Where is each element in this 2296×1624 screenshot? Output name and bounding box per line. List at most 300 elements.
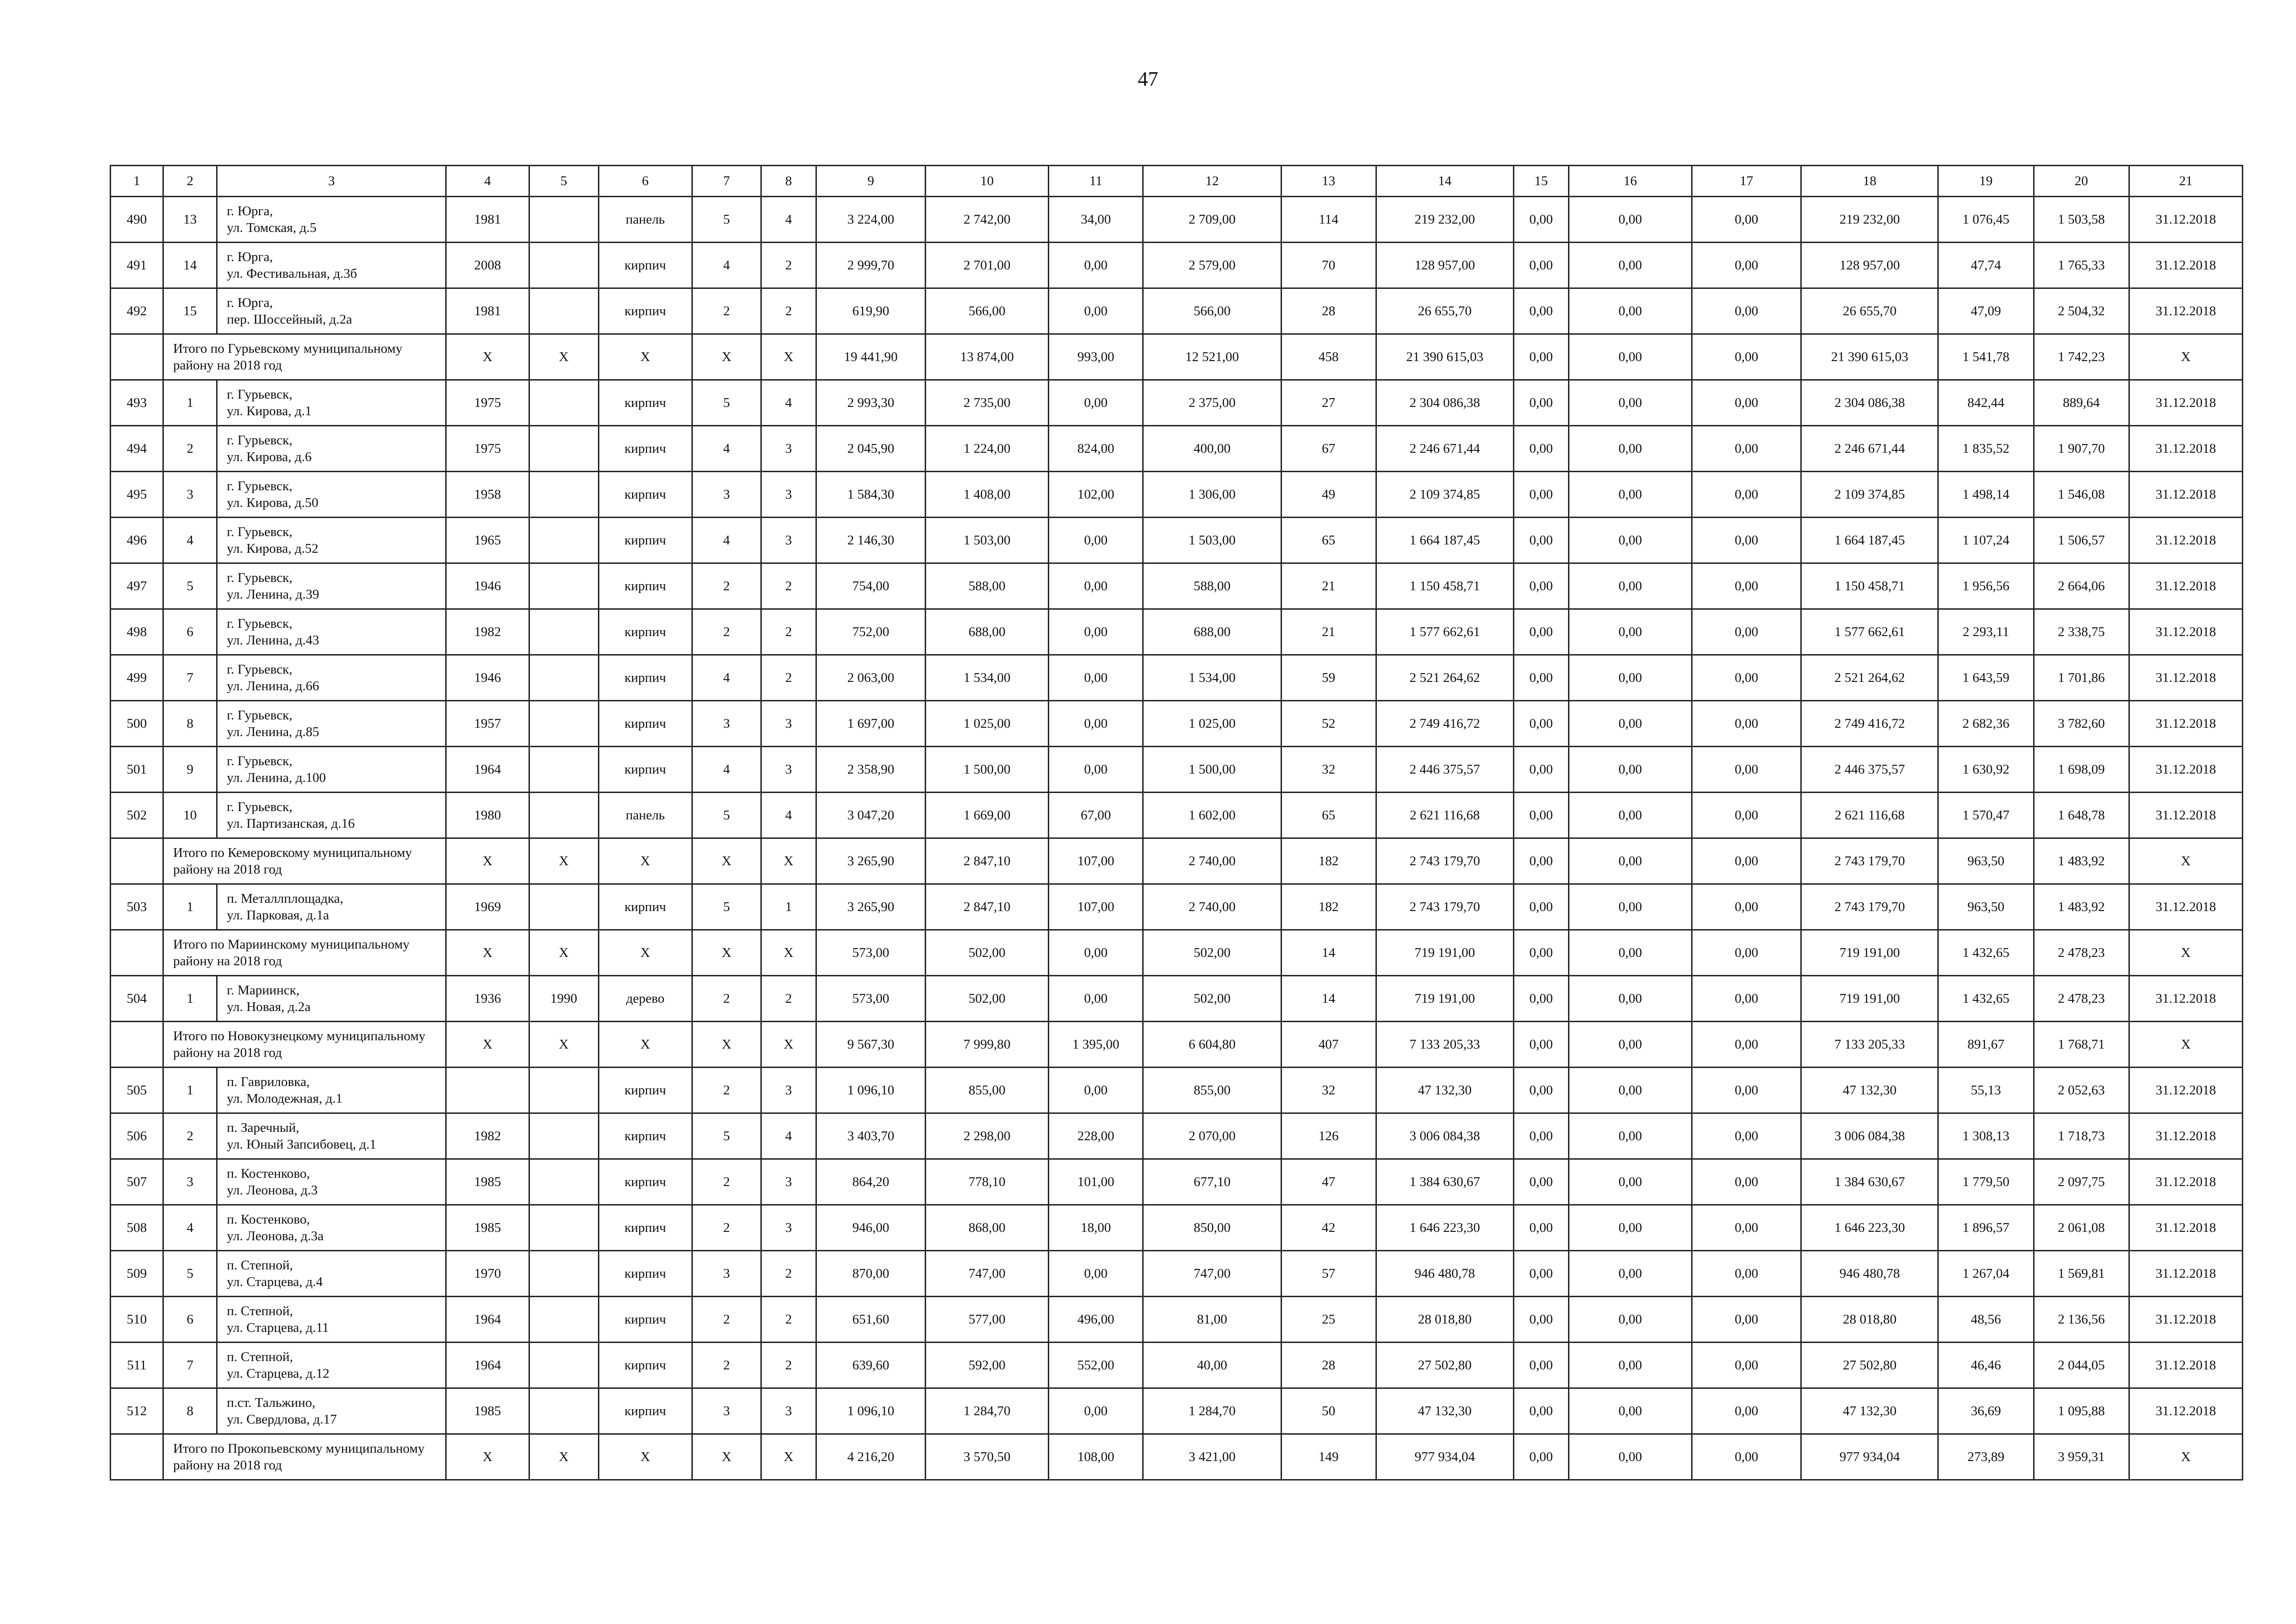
- address-cell: [217, 380, 446, 426]
- cell-col-18: 47 132,30: [1801, 1388, 1938, 1434]
- cell-col-15: 0,00: [1513, 334, 1568, 380]
- cell-col-12: 502,00: [1143, 930, 1281, 976]
- cell-col-5: [529, 1205, 598, 1251]
- cell-col-6: кирпич: [598, 655, 692, 701]
- cell-col-13: 21: [1281, 609, 1376, 655]
- table-row: [111, 563, 2243, 609]
- cell-col-14: 7 133 205,33: [1376, 1022, 1513, 1068]
- cell-col-19: 1 630,92: [1938, 747, 2034, 793]
- address-cell: [217, 426, 446, 472]
- address-cell: [217, 288, 446, 334]
- cell-col-21: 31.12.2018: [2129, 655, 2242, 701]
- cell-col-21: 31.12.2018: [2129, 243, 2242, 288]
- cell-col-19: 1 308,13: [1938, 1113, 2034, 1159]
- cell-col-4: X: [446, 930, 529, 976]
- cell-col-4: 1965: [446, 518, 529, 563]
- cell-col-18: 977 934,04: [1801, 1434, 1938, 1480]
- cell-col-15: 0,00: [1513, 197, 1568, 243]
- district-row-number: 6: [163, 1297, 217, 1343]
- cell-col-4: 1975: [446, 380, 529, 426]
- empty-cell: [111, 838, 163, 884]
- address-street: ул. Ленина, д.43: [227, 633, 319, 648]
- cell-col-5: X: [529, 838, 598, 884]
- cell-col-8: 2: [761, 655, 816, 701]
- cell-col-9: 946,00: [816, 1205, 925, 1251]
- address-cell: [217, 1068, 446, 1113]
- address-street: ул. Юный Запсибовец, д.1: [227, 1137, 377, 1152]
- cell-col-19: 1 896,57: [1938, 1205, 2034, 1251]
- row-number: 505: [111, 1068, 163, 1113]
- cell-col-8: X: [761, 930, 816, 976]
- cell-col-9: 864,20: [816, 1159, 925, 1205]
- cell-col-8: 2: [761, 976, 816, 1022]
- district-row-number: 13: [163, 197, 217, 243]
- cell-col-15: 0,00: [1513, 1205, 1568, 1251]
- cell-col-7: 5: [692, 884, 761, 930]
- cell-col-12: 2 740,00: [1143, 838, 1281, 884]
- cell-col-7: 5: [692, 793, 761, 838]
- row-number: 492: [111, 288, 163, 334]
- cell-col-7: 2: [692, 609, 761, 655]
- cell-col-6: кирпич: [598, 1343, 692, 1388]
- cell-col-5: [529, 472, 598, 518]
- cell-col-17: 0,00: [1692, 563, 1801, 609]
- cell-col-21: 31.12.2018: [2129, 1205, 2242, 1251]
- cell-col-10: 855,00: [926, 1068, 1049, 1113]
- cell-col-14: 47 132,30: [1376, 1068, 1513, 1113]
- cell-col-19: 1 779,50: [1938, 1159, 2034, 1205]
- row-number: 495: [111, 472, 163, 518]
- cell-col-18: 128 957,00: [1801, 243, 1938, 288]
- cell-col-21: 31.12.2018: [2129, 426, 2242, 472]
- cell-col-12: 2 740,00: [1143, 884, 1281, 930]
- cell-col-14: 1 577 662,61: [1376, 609, 1513, 655]
- address-locality: г. Юрга,: [227, 250, 273, 264]
- address-street: ул. Кирова, д.50: [227, 495, 318, 510]
- cell-col-6: кирпич: [598, 563, 692, 609]
- cell-col-6: X: [598, 334, 692, 380]
- cell-col-16: 0,00: [1568, 793, 1692, 838]
- cell-col-6: кирпич: [598, 1159, 692, 1205]
- cell-col-17: 0,00: [1692, 380, 1801, 426]
- address-cell: [217, 472, 446, 518]
- cell-col-12: 502,00: [1143, 976, 1281, 1022]
- cell-col-11: 0,00: [1049, 976, 1143, 1022]
- cell-col-16: 0,00: [1568, 838, 1692, 884]
- cell-col-12: 677,10: [1143, 1159, 1281, 1205]
- cell-col-17: 0,00: [1692, 426, 1801, 472]
- cell-col-6: X: [598, 1434, 692, 1480]
- address-street: ул. Леонова, д.3: [227, 1183, 318, 1198]
- cell-col-16: 0,00: [1568, 1159, 1692, 1205]
- cell-col-10: 2 298,00: [926, 1113, 1049, 1159]
- cell-col-18: 2 446 375,57: [1801, 747, 1938, 793]
- address-street: ул. Ленина, д.66: [227, 679, 319, 693]
- cell-col-13: 65: [1281, 518, 1376, 563]
- empty-cell: [111, 334, 163, 380]
- address-street: ул. Парковая, д.1а: [227, 908, 330, 923]
- cell-col-10: 2 742,00: [926, 197, 1049, 243]
- cell-col-5: [529, 1113, 598, 1159]
- cell-col-5: [529, 884, 598, 930]
- cell-col-8: 3: [761, 701, 816, 747]
- district-row-number: 4: [163, 518, 217, 563]
- cell-col-21: X: [2129, 1022, 2242, 1068]
- cell-col-7: 2: [692, 563, 761, 609]
- cell-col-15: 0,00: [1513, 930, 1568, 976]
- cell-col-20: 2 097,75: [2034, 1159, 2129, 1205]
- cell-col-21: 31.12.2018: [2129, 518, 2242, 563]
- cell-col-12: 588,00: [1143, 563, 1281, 609]
- cell-col-13: 182: [1281, 838, 1376, 884]
- table-row: [111, 609, 2243, 655]
- cell-col-21: 31.12.2018: [2129, 1159, 2242, 1205]
- cell-col-9: 2 993,30: [816, 380, 925, 426]
- cell-col-6: кирпич: [598, 884, 692, 930]
- cell-col-20: 1 506,57: [2034, 518, 2129, 563]
- row-number: 506: [111, 1113, 163, 1159]
- cell-col-4: 1970: [446, 1251, 529, 1297]
- empty-cell: [111, 930, 163, 976]
- cell-col-6: кирпич: [598, 747, 692, 793]
- row-number: 507: [111, 1159, 163, 1205]
- cell-col-14: 2 621 116,68: [1376, 793, 1513, 838]
- cell-col-5: [529, 197, 598, 243]
- cell-col-17: 0,00: [1692, 655, 1801, 701]
- cell-col-10: 13 874,00: [926, 334, 1049, 380]
- row-number: 491: [111, 243, 163, 288]
- empty-cell: [111, 1434, 163, 1480]
- cell-col-10: 502,00: [926, 930, 1049, 976]
- cell-col-16: 0,00: [1568, 197, 1692, 243]
- cell-col-14: 27 502,80: [1376, 1343, 1513, 1388]
- cell-col-18: 219 232,00: [1801, 197, 1938, 243]
- page-number: 47: [1138, 68, 1158, 90]
- cell-col-16: 0,00: [1568, 563, 1692, 609]
- subtotal-label: Итого по Гурьевскому муниципальному району на 2018 год: [163, 334, 446, 380]
- cell-col-18: 1 664 187,45: [1801, 518, 1938, 563]
- cell-col-14: 28 018,80: [1376, 1297, 1513, 1343]
- cell-col-11: 0,00: [1049, 1068, 1143, 1113]
- cell-col-21: 31.12.2018: [2129, 1113, 2242, 1159]
- district-row-number: 7: [163, 655, 217, 701]
- cell-col-12: 2 070,00: [1143, 1113, 1281, 1159]
- cell-col-14: 977 934,04: [1376, 1434, 1513, 1480]
- cell-col-13: 126: [1281, 1113, 1376, 1159]
- address-locality: п. Гавриловка,: [227, 1074, 310, 1089]
- row-number: 497: [111, 563, 163, 609]
- cell-col-18: 26 655,70: [1801, 288, 1938, 334]
- cell-col-14: 219 232,00: [1376, 197, 1513, 243]
- cell-col-5: [529, 1068, 598, 1113]
- cell-col-19: 46,46: [1938, 1343, 2034, 1388]
- cell-col-13: 27: [1281, 380, 1376, 426]
- cell-col-17: 0,00: [1692, 1159, 1801, 1205]
- cell-col-15: 0,00: [1513, 1434, 1568, 1480]
- cell-col-20: 1 546,08: [2034, 472, 2129, 518]
- cell-col-5: [529, 243, 598, 288]
- cell-col-12: 40,00: [1143, 1343, 1281, 1388]
- cell-col-16: 0,00: [1568, 243, 1692, 288]
- cell-col-7: 4: [692, 243, 761, 288]
- cell-col-18: 946 480,78: [1801, 1251, 1938, 1297]
- cell-col-5: [529, 793, 598, 838]
- column-number: 18: [1801, 166, 1938, 197]
- cell-col-6: кирпич: [598, 380, 692, 426]
- cell-col-5: X: [529, 334, 598, 380]
- address-cell: [217, 563, 446, 609]
- column-number: 20: [2034, 166, 2129, 197]
- cell-col-11: 0,00: [1049, 380, 1143, 426]
- address-locality: п. Степной,: [227, 1349, 293, 1364]
- cell-col-8: 3: [761, 472, 816, 518]
- address-locality: г. Юрга,: [227, 295, 273, 310]
- cell-col-9: 1 697,00: [816, 701, 925, 747]
- address-locality: г. Гурьевск,: [227, 662, 292, 677]
- cell-col-14: 946 480,78: [1376, 1251, 1513, 1297]
- cell-col-17: 0,00: [1692, 1022, 1801, 1068]
- cell-col-14: 2 446 375,57: [1376, 747, 1513, 793]
- cell-col-16: 0,00: [1568, 1388, 1692, 1434]
- cell-col-4: 1981: [446, 197, 529, 243]
- cell-col-8: 3: [761, 1159, 816, 1205]
- cell-col-17: 0,00: [1692, 1251, 1801, 1297]
- cell-col-7: 4: [692, 518, 761, 563]
- cell-col-19: 963,50: [1938, 884, 2034, 930]
- cell-col-20: 2 044,05: [2034, 1343, 2129, 1388]
- address-street: ул. Кирова, д.52: [227, 541, 318, 556]
- row-number: 502: [111, 793, 163, 838]
- cell-col-6: кирпич: [598, 243, 692, 288]
- address-locality: г. Гурьевск,: [227, 800, 292, 814]
- address-locality: г. Мариинск,: [227, 983, 300, 998]
- cell-col-17: 0,00: [1692, 1343, 1801, 1388]
- cell-col-5: X: [529, 1022, 598, 1068]
- address-street: ул. Фестивальная, д.3б: [227, 266, 357, 281]
- cell-col-7: X: [692, 1434, 761, 1480]
- cell-col-13: 14: [1281, 976, 1376, 1022]
- cell-col-21: 31.12.2018: [2129, 884, 2242, 930]
- address-cell: [217, 609, 446, 655]
- district-row-number: 1: [163, 976, 217, 1022]
- cell-col-19: 1 107,24: [1938, 518, 2034, 563]
- cell-col-11: 0,00: [1049, 518, 1143, 563]
- cell-col-4: 1936: [446, 976, 529, 1022]
- cell-col-17: 0,00: [1692, 518, 1801, 563]
- cell-col-4: X: [446, 1022, 529, 1068]
- cell-col-8: 2: [761, 288, 816, 334]
- cell-col-5: [529, 609, 598, 655]
- cell-col-21: 31.12.2018: [2129, 701, 2242, 747]
- column-number: 14: [1376, 166, 1513, 197]
- cell-col-15: 0,00: [1513, 1113, 1568, 1159]
- cell-col-9: 754,00: [816, 563, 925, 609]
- cell-col-10: 577,00: [926, 1297, 1049, 1343]
- cell-col-7: 2: [692, 288, 761, 334]
- cell-col-7: 2: [692, 976, 761, 1022]
- cell-col-15: 0,00: [1513, 884, 1568, 930]
- cell-col-21: X: [2129, 334, 2242, 380]
- cell-col-4: 1981: [446, 288, 529, 334]
- cell-col-13: 21: [1281, 563, 1376, 609]
- district-row-number: 10: [163, 793, 217, 838]
- cell-col-12: 6 604,80: [1143, 1022, 1281, 1068]
- cell-col-5: [529, 655, 598, 701]
- cell-col-7: 5: [692, 197, 761, 243]
- district-row-number: 9: [163, 747, 217, 793]
- cell-col-8: 2: [761, 1251, 816, 1297]
- cell-col-12: 1 025,00: [1143, 701, 1281, 747]
- cell-col-19: 1 570,47: [1938, 793, 2034, 838]
- cell-col-19: 1 076,45: [1938, 197, 2034, 243]
- cell-col-16: 0,00: [1568, 884, 1692, 930]
- cell-col-17: 0,00: [1692, 793, 1801, 838]
- cell-col-16: 0,00: [1568, 1434, 1692, 1480]
- cell-col-11: 0,00: [1049, 747, 1143, 793]
- cell-col-11: 824,00: [1049, 426, 1143, 472]
- cell-col-4: [446, 1068, 529, 1113]
- cell-col-10: 502,00: [926, 976, 1049, 1022]
- cell-col-10: 1 503,00: [926, 518, 1049, 563]
- cell-col-20: 1 503,58: [2034, 197, 2129, 243]
- address-locality: г. Гурьевск,: [227, 708, 292, 723]
- cell-col-5: [529, 380, 598, 426]
- cell-col-8: 3: [761, 747, 816, 793]
- table-row: [111, 747, 2243, 793]
- cell-col-5: X: [529, 1434, 598, 1480]
- cell-col-6: кирпич: [598, 288, 692, 334]
- cell-col-6: кирпич: [598, 1113, 692, 1159]
- cell-col-8: X: [761, 838, 816, 884]
- table-row: [111, 288, 2243, 334]
- cell-col-21: 31.12.2018: [2129, 472, 2242, 518]
- cell-col-7: 2: [692, 1343, 761, 1388]
- cell-col-21: 31.12.2018: [2129, 976, 2242, 1022]
- column-number: 2: [163, 166, 217, 197]
- cell-col-15: 0,00: [1513, 243, 1568, 288]
- cell-col-18: 27 502,80: [1801, 1343, 1938, 1388]
- cell-col-19: 273,89: [1938, 1434, 2034, 1480]
- cell-col-19: 842,44: [1938, 380, 2034, 426]
- cell-col-8: X: [761, 1434, 816, 1480]
- cell-col-11: 0,00: [1049, 930, 1143, 976]
- cell-col-4: 1985: [446, 1388, 529, 1434]
- address-cell: [217, 747, 446, 793]
- cell-col-13: 32: [1281, 747, 1376, 793]
- cell-col-18: 2 109 374,85: [1801, 472, 1938, 518]
- cell-col-13: 50: [1281, 1388, 1376, 1434]
- cell-col-20: 2 061,08: [2034, 1205, 2129, 1251]
- table-row: [111, 1159, 2243, 1205]
- cell-col-19: 2 293,11: [1938, 609, 2034, 655]
- cell-col-10: 747,00: [926, 1251, 1049, 1297]
- cell-col-9: 3 403,70: [816, 1113, 925, 1159]
- cell-col-8: 2: [761, 609, 816, 655]
- address-cell: [217, 976, 446, 1022]
- cell-col-15: 0,00: [1513, 472, 1568, 518]
- cell-col-18: 21 390 615,03: [1801, 334, 1938, 380]
- cell-col-16: 0,00: [1568, 930, 1692, 976]
- cell-col-7: 2: [692, 1205, 761, 1251]
- cell-col-15: 0,00: [1513, 976, 1568, 1022]
- address-locality: п. Степной,: [227, 1304, 293, 1318]
- table-row: [111, 976, 2243, 1022]
- row-number: 499: [111, 655, 163, 701]
- cell-col-8: X: [761, 1022, 816, 1068]
- cell-col-11: 107,00: [1049, 838, 1143, 884]
- cell-col-13: 32: [1281, 1068, 1376, 1113]
- cell-col-12: 1 503,00: [1143, 518, 1281, 563]
- row-number: 498: [111, 609, 163, 655]
- row-number: 501: [111, 747, 163, 793]
- cell-col-19: 2 682,36: [1938, 701, 2034, 747]
- cell-col-14: 2 109 374,85: [1376, 472, 1513, 518]
- address-locality: г. Гурьевск,: [227, 479, 292, 493]
- cell-col-12: 850,00: [1143, 1205, 1281, 1251]
- cell-col-18: 719 191,00: [1801, 976, 1938, 1022]
- cell-col-20: 2 504,32: [2034, 288, 2129, 334]
- address-cell: [217, 197, 446, 243]
- address-locality: г. Гурьевск,: [227, 387, 292, 402]
- cell-col-16: 0,00: [1568, 472, 1692, 518]
- cell-col-7: 3: [692, 1251, 761, 1297]
- cell-col-15: 0,00: [1513, 288, 1568, 334]
- cell-col-15: 0,00: [1513, 1388, 1568, 1434]
- cell-col-19: 36,69: [1938, 1388, 2034, 1434]
- cell-col-5: [529, 1159, 598, 1205]
- cell-col-14: 719 191,00: [1376, 930, 1513, 976]
- cell-col-8: 4: [761, 793, 816, 838]
- cell-col-14: 2 743 179,70: [1376, 838, 1513, 884]
- cell-col-14: 719 191,00: [1376, 976, 1513, 1022]
- address-street: ул. Кирова, д.6: [227, 450, 312, 464]
- cell-col-5: [529, 1251, 598, 1297]
- cell-col-14: 1 150 458,71: [1376, 563, 1513, 609]
- address-locality: п. Костенково,: [227, 1212, 310, 1227]
- cell-col-15: 0,00: [1513, 838, 1568, 884]
- cell-col-20: 2 136,56: [2034, 1297, 2129, 1343]
- cell-col-16: 0,00: [1568, 426, 1692, 472]
- cell-col-10: 2 701,00: [926, 243, 1049, 288]
- cell-col-6: кирпич: [598, 609, 692, 655]
- cell-col-19: 891,67: [1938, 1022, 2034, 1068]
- cell-col-6: кирпич: [598, 1068, 692, 1113]
- cell-col-11: 552,00: [1049, 1343, 1143, 1388]
- cell-col-13: 59: [1281, 655, 1376, 701]
- cell-col-6: панель: [598, 793, 692, 838]
- cell-col-10: 688,00: [926, 609, 1049, 655]
- cell-col-11: 101,00: [1049, 1159, 1143, 1205]
- cell-col-4: 1946: [446, 563, 529, 609]
- cell-col-9: 1 096,10: [816, 1068, 925, 1113]
- cell-col-20: 1 569,81: [2034, 1251, 2129, 1297]
- address-street: ул. Ленина, д.39: [227, 587, 319, 602]
- address-cell: [217, 1251, 446, 1297]
- subtotal-label: Итого по Прокопьевскому муниципальному району на 2018 год: [163, 1434, 446, 1480]
- cell-col-20: 1 648,78: [2034, 793, 2129, 838]
- cell-col-9: 3 224,00: [816, 197, 925, 243]
- cell-col-9: 752,00: [816, 609, 925, 655]
- cell-col-10: 592,00: [926, 1343, 1049, 1388]
- cell-col-13: 114: [1281, 197, 1376, 243]
- cell-col-4: 1980: [446, 793, 529, 838]
- cell-col-19: 1 643,59: [1938, 655, 2034, 701]
- cell-col-14: 21 390 615,03: [1376, 334, 1513, 380]
- cell-col-21: 31.12.2018: [2129, 793, 2242, 838]
- row-number: 511: [111, 1343, 163, 1388]
- cell-col-16: 0,00: [1568, 380, 1692, 426]
- address-cell: [217, 1205, 446, 1251]
